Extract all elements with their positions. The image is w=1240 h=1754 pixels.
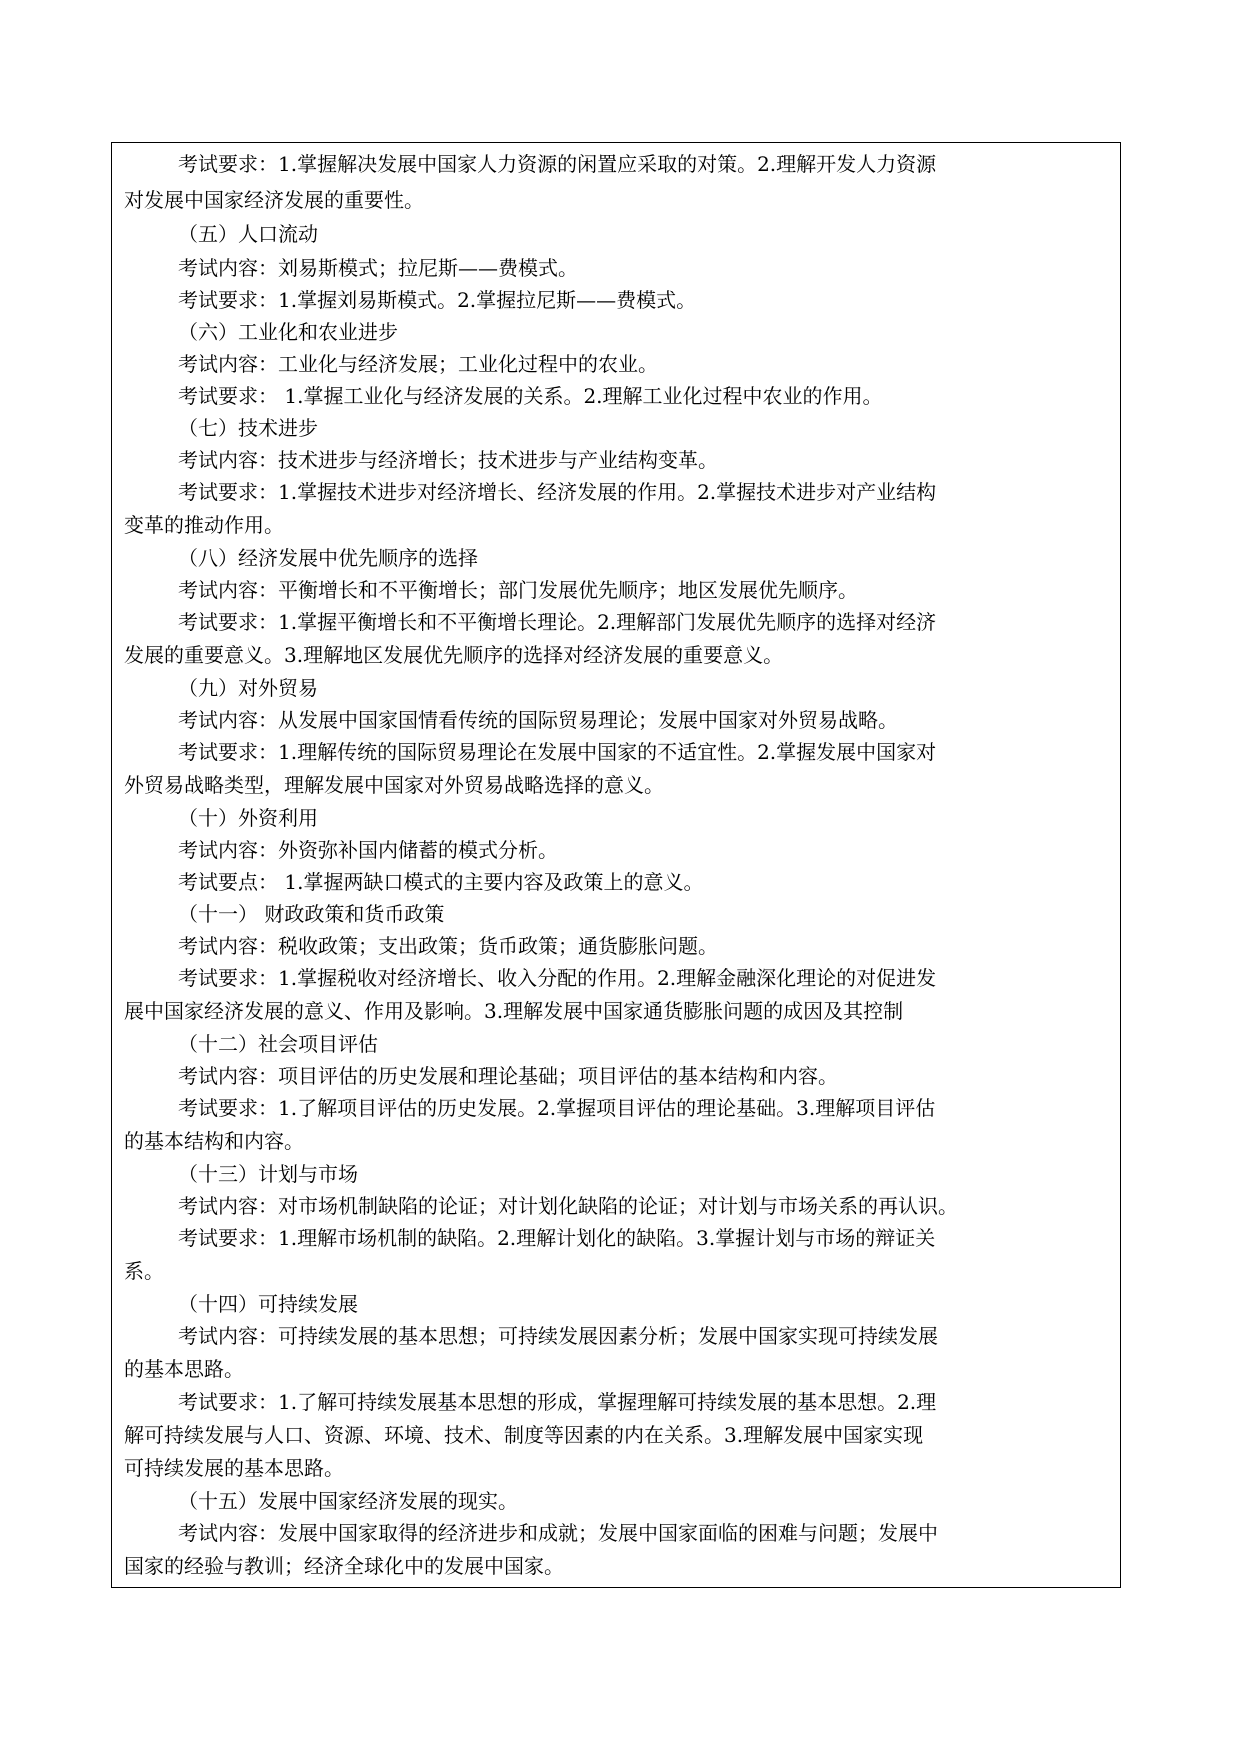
text-line: 对发展中国家经济发展的重要性。 <box>124 188 424 212</box>
text-line: （十三）计划与市场 <box>178 1162 358 1186</box>
text-line: 考试要求：1.了解可持续发展基本思想的形成，掌握理解可持续发展的基本思想。2.理 <box>178 1390 937 1414</box>
text-line: 的基本结构和内容。 <box>124 1129 304 1153</box>
text-line: （十四）可持续发展 <box>178 1292 358 1316</box>
text-line: 系。 <box>124 1259 164 1283</box>
text-line: 考试内容：工业化与经济发展；工业化过程中的农业。 <box>178 352 658 376</box>
text-line: 外贸易战略类型，理解发展中国家对外贸易战略选择的意义。 <box>124 773 664 797</box>
text-line: 变革的推动作用。 <box>124 513 284 537</box>
text-line: 考试内容：发展中国家取得的经济进步和成就；发展中国家面临的困难与问题；发展中 <box>178 1521 938 1545</box>
text-line: 考试要求：1.理解市场机制的缺陷。2.理解计划化的缺陷。3.掌握计划与市场的辩证关 <box>178 1226 936 1250</box>
text-line: 考试要求：1.理解传统的国际贸易理论在发展中国家的不适宜性。2.掌握发展中国家对 <box>178 740 937 764</box>
text-line: 考试内容：税收政策；支出政策；货币政策；通货膨胀问题。 <box>178 934 718 958</box>
text-line: 考试内容：外资弥补国内储蓄的模式分析。 <box>178 838 558 862</box>
text-line: 考试内容：技术进步与经济增长；技术进步与产业结构变革。 <box>178 448 718 472</box>
text-line: 展中国家经济发展的意义、作用及影响。3.理解发展中国家通货膨胀问题的成因及其控制 <box>124 999 904 1023</box>
text-line: 考试内容：刘易斯模式；拉尼斯——费模式。 <box>178 256 578 280</box>
text-line: （八）经济发展中优先顺序的选择 <box>178 546 478 570</box>
text-line: 考试内容：从发展中国家国情看传统的国际贸易理论；发展中国家对外贸易战略。 <box>178 708 898 732</box>
text-line: （七）技术进步 <box>178 416 318 440</box>
text-line: 考试内容：对市场机制缺陷的论证；对计划化缺陷的论证；对计划与市场关系的再认识。 <box>178 1194 958 1218</box>
text-line: 考试要求：1.掌握平衡增长和不平衡增长理论。2.理解部门发展优先顺序的选择对经济 <box>178 610 937 634</box>
text-line: 考试要求：1.了解项目评估的历史发展。2.掌握项目评估的理论基础。3.理解项目评估 <box>178 1096 936 1120</box>
text-line: 考试要求： 1.掌握工业化与经济发展的关系。2.理解工业化过程中农业的作用。 <box>178 384 883 408</box>
text-line: 考试内容：可持续发展的基本思想；可持续发展因素分析；发展中国家实现可持续发展 <box>178 1324 938 1348</box>
text-line: 考试要求：1.掌握税收对经济增长、收入分配的作用。2.理解金融深化理论的对促进发 <box>178 966 937 990</box>
text-line: （十二）社会项目评估 <box>178 1032 378 1056</box>
text-line: 发展的重要意义。3.理解地区发展优先顺序的选择对经济发展的重要意义。 <box>124 643 784 667</box>
text-line: 的基本思路。 <box>124 1357 244 1381</box>
text-line: 考试内容：项目评估的历史发展和理论基础；项目评估的基本结构和内容。 <box>178 1064 838 1088</box>
text-line: 考试要点： 1.掌握两缺口模式的主要内容及政策上的意义。 <box>178 870 704 894</box>
text-line: （五）人口流动 <box>178 222 318 246</box>
text-line: 考试要求：1.掌握刘易斯模式。2.掌握拉尼斯——费模式。 <box>178 288 697 312</box>
text-line: 可持续发展的基本思路。 <box>124 1456 344 1480</box>
text-line: 国家的经验与教训；经济全球化中的发展中国家。 <box>124 1554 564 1578</box>
text-line: （十一） 财政政策和货币政策 <box>178 902 445 926</box>
text-line: 考试要求：1.掌握解决发展中国家人力资源的闲置应采取的对策。2.理解开发人力资源 <box>178 152 937 176</box>
text-line: 解可持续发展与人口、资源、环境、技术、制度等因素的内在关系。3.理解发展中国家实现 <box>124 1423 924 1447</box>
text-line: （六）工业化和农业进步 <box>178 320 398 344</box>
text-line: 考试要求：1.掌握技术进步对经济增长、经济发展的作用。2.掌握技术进步对产业结构 <box>178 480 937 504</box>
text-line: （九）对外贸易 <box>178 676 318 700</box>
text-line: （十）外资利用 <box>178 806 318 830</box>
text-line: （十五）发展中国家经济发展的现实。 <box>178 1489 518 1513</box>
text-line: 考试内容：平衡增长和不平衡增长；部门发展优先顺序；地区发展优先顺序。 <box>178 578 858 602</box>
